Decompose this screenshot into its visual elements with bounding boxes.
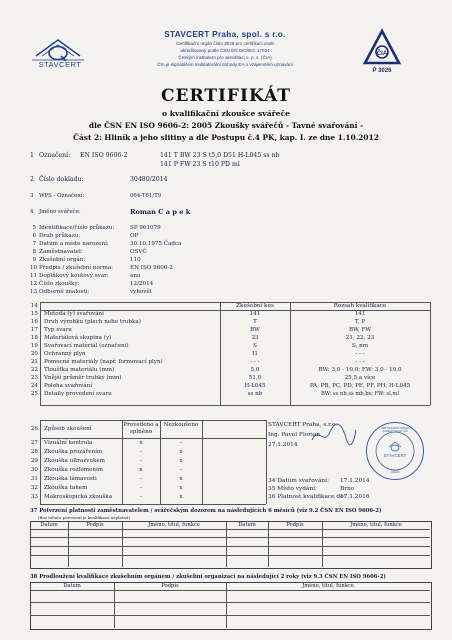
row-number: 31 (30, 476, 38, 482)
qualification-range-value: S, nm (351, 343, 369, 349)
personal-label: Zaměstnavatel: (39, 249, 83, 255)
test-passed: - (140, 485, 142, 491)
column-header-name: Jméno, titul, funkce (302, 583, 354, 589)
certificate-title: CERTIFIKÁT (161, 86, 291, 106)
personal-row (30, 224, 426, 232)
document-number-value: 30480/2014 (130, 176, 168, 183)
test-method-header: Způsob zkoušení (44, 426, 92, 432)
row-number: 22 (30, 367, 38, 373)
test-not-tested: x (179, 485, 183, 491)
personal-row (30, 232, 426, 240)
parameter-label: Ochranný plyn (44, 351, 86, 357)
personal-label: Předpis / zkušební norma: (39, 265, 114, 271)
issuer-company: STAVCERT Praha, s.r.o. (268, 422, 338, 428)
issue-place (268, 486, 428, 492)
test-method: Zkouška lámavosti (44, 476, 97, 482)
seal-number: 3026 (390, 469, 400, 474)
title-line-1: o kvalifikační zkoušce svářeče (162, 109, 290, 118)
row-number: 9 (32, 257, 36, 263)
not-tested-header: Nezkoušeno (163, 422, 199, 428)
parameter-row (30, 334, 426, 342)
test-not-tested: - (180, 440, 182, 446)
personal-label: Číslo zkoušky: (39, 281, 80, 287)
parameter-row (30, 310, 426, 318)
personal-label: Odborné znalosti: (39, 289, 90, 295)
column-header-date: Datum (63, 583, 81, 589)
row-number: 26 (30, 426, 38, 432)
row-number: 23 (30, 375, 38, 381)
test-not-tested: - (180, 467, 182, 473)
parameter-row (30, 366, 426, 374)
parameter-label: Poloha svařování (44, 383, 93, 389)
test-piece-value: T (253, 319, 257, 325)
row-number: 4 (30, 209, 34, 215)
parameter-label: Tloušťka materiálu (mm) (44, 367, 115, 373)
document-number-label: Číslo dokladu: (39, 176, 84, 183)
test-piece-value: 51,0 (248, 375, 262, 381)
test-piece-value: I1 (252, 351, 258, 357)
personal-row (30, 280, 426, 288)
row-number: 10 (30, 265, 38, 271)
row-number: 19 (30, 343, 38, 349)
field-document-number (30, 176, 430, 186)
test-passed: x (139, 467, 143, 473)
row-number: 27 (30, 440, 38, 446)
test-method: Zkouška tahem (44, 485, 88, 491)
parameters-header (30, 302, 426, 310)
test-method: Zkouška prozářením (44, 449, 103, 455)
qualification-range-value: 25,5 a více (344, 375, 376, 381)
row-number: 20 (30, 351, 38, 357)
test-row (30, 475, 266, 484)
header-line: akreditovaný podle ČSN EN ISO/IEC 17024 (180, 48, 270, 53)
row-number: 5 (32, 225, 36, 231)
row-number: 3 (30, 193, 34, 199)
validity (268, 494, 428, 500)
test-row (30, 439, 266, 448)
parameters-table (30, 302, 430, 406)
parameter-row (30, 390, 426, 398)
parameter-row (30, 374, 426, 382)
logo-text: STAVCERT (38, 60, 82, 69)
qualification-range-value: - - - (355, 351, 365, 357)
test-passed: - (140, 449, 142, 455)
test-piece-value: S (253, 343, 257, 349)
test-piece-header: Zkušební kus (236, 303, 274, 309)
title-line-2: dle ČSN EN ISO 9606-2: 2005 Zkoušky svářečů - Tavné svařování - (88, 121, 364, 130)
row-number: 21 (30, 359, 38, 365)
personal-label: Druh průkazu: (39, 233, 81, 239)
parameter-label: Svařovací materiál (označení) (44, 343, 129, 349)
designation-value-2: 141 P FW 23 S t10 PD ml (160, 161, 240, 168)
issue-date: 27.1.2014 (268, 442, 298, 448)
row-number: 11 (30, 273, 38, 279)
welder-name-label: Jméno svářeče: (39, 209, 81, 215)
test-row (30, 448, 266, 457)
test-not-tested: x (179, 449, 183, 455)
designation-label: Označení: (39, 152, 71, 159)
personal-value: 30.10.1975 Čadca (130, 241, 182, 247)
parameter-label: Typ svaru (44, 327, 72, 333)
qualification-range-header: Rozsah kvalifikace (333, 303, 387, 309)
field-welder-name (30, 209, 430, 219)
parameter-row (30, 342, 426, 350)
test-row (30, 466, 266, 475)
test-not-tested: x (179, 458, 183, 464)
qualification-range-value: BW, FW (348, 327, 372, 333)
personal-label: Identifikace/číslo průkazu: (39, 225, 115, 231)
personal-value: vyhověl (130, 289, 152, 295)
issue-place-value: Brno (340, 486, 355, 492)
test-method: Zkouška rozlomením (44, 467, 104, 473)
personal-value: OP (130, 233, 139, 239)
validity-value: 17.1.2016 (340, 494, 370, 500)
designation-value-1: 141 T BW 23 S t5,0 D51 H-L045 ss nb (160, 152, 280, 159)
test-method: Zkouška ultrazvukem (44, 458, 105, 464)
test-passed: - (140, 494, 142, 500)
row-number: 17 (30, 327, 38, 333)
row-number: 13 (30, 289, 38, 295)
personal-value: OSVČ (130, 249, 147, 255)
personal-label: Zkušební orgán: (39, 257, 86, 263)
header-line: Certifikační orgán číslo 3026 pro certifikaci osob (176, 41, 274, 46)
test-passed: - (140, 476, 142, 482)
personal-row (30, 256, 426, 264)
validity-label: 36 Platnost kvalifikace do: (268, 494, 346, 500)
parameter-label: Druh výrobku (plech nebo trubka) (44, 319, 141, 325)
column-header-name: Jméno, titul, funkce (350, 522, 402, 528)
test-passed: - (140, 458, 142, 464)
personal-label: Datum a místo narození: (39, 241, 109, 247)
parameter-label: Detaily provedení svaru (44, 391, 112, 397)
test-not-tested: x (179, 476, 183, 482)
personal-row (30, 240, 426, 248)
field-designation (30, 152, 430, 174)
parameter-label: Metoda (y) svařování (44, 311, 104, 317)
test-piece-value: - - - (250, 359, 260, 365)
parameter-label: Vnější průměr trubky (mm) (44, 375, 122, 381)
personal-value: ano (130, 273, 141, 279)
test-piece-value: 141 (249, 311, 261, 317)
row-number: 1 (30, 152, 34, 159)
row-number: 14 (30, 303, 38, 309)
header (0, 0, 452, 90)
personal-value: 110 (130, 257, 141, 263)
qualification-extension (30, 574, 430, 630)
title-line-3: Část 2: Hliník a jeho slitiny a dle Postupu č.4 PK, kap. I. ze dne 1.10.2012 (73, 133, 379, 142)
qualification-range-value: 21, 22, 23 (345, 335, 375, 341)
personal-details (30, 224, 430, 298)
personal-value: EN ISO 9606-2 (130, 265, 173, 271)
row-number: 6 (32, 233, 36, 239)
test-row (30, 484, 266, 493)
qualification-extension-title: 38 Prodloužení kvalifikace zkušebním orgánem / zkušební organizací na následující 2 roky (viz 9.3 ČSN EN ISO 9606-2) (30, 574, 386, 580)
test-passed: x (139, 440, 143, 446)
wps-value: 064-T61/T9 (130, 193, 162, 199)
qualification-range-value: 141 (354, 311, 366, 317)
row-number: 16 (30, 319, 38, 325)
row-number: 32 (30, 485, 38, 491)
row-number: 24 (30, 383, 38, 389)
row-number: 8 (32, 249, 36, 255)
designation-standard: EN ISO 9606-2 (80, 152, 128, 159)
test-not-tested: x (179, 494, 183, 500)
parameter-label: Pomocné materiály (např. formovací plyn) (44, 359, 163, 365)
test-piece-value: H-L045 (244, 383, 266, 389)
wps-label: WPS - Označení: (39, 193, 85, 199)
personal-label: Doplňkový koutový svar: (39, 273, 109, 279)
employer-confirmation-note: (Bez tohoto potvrzení je kvalifikace neplatná) (38, 515, 131, 520)
tests-header (30, 420, 266, 438)
personal-row (30, 264, 426, 272)
parameter-row (30, 382, 426, 390)
column-header-date: Datum (40, 522, 58, 528)
header-line: ČIA je signatářem multilaterální dohody EA o vzájemném uznávání (157, 62, 293, 67)
seal-text: CERTIFIKAČNÍ ORGÁN AKREDITOVANÝ ČIA (380, 427, 410, 433)
svg-text:ČIA: ČIA (376, 51, 388, 57)
row-number: 25 (30, 391, 38, 397)
qualification-range-value: - - - (355, 359, 365, 365)
test-method: Makroskopická zkouška (44, 494, 113, 500)
row-number: 18 (30, 335, 38, 341)
row-number: 15 (30, 311, 38, 317)
qualification-range-value: BW: ss nb,ss mb,bs; FW: sl,ml (320, 391, 400, 397)
certification-seal (366, 422, 424, 480)
row-number: 30 (30, 467, 38, 473)
row-number: 33 (30, 494, 38, 500)
column-header-date: Datum (238, 522, 256, 528)
personal-row (30, 248, 426, 256)
test-row (30, 493, 266, 502)
test-piece-value: 5,0 (250, 367, 260, 373)
row-number: 28 (30, 449, 38, 455)
parameter-row (30, 350, 426, 358)
field-wps (30, 193, 430, 203)
company-name: STAVCERT Praha, spol. s r.o. (164, 30, 286, 39)
test-method: Vizuální kontrola (44, 440, 93, 446)
test-row (30, 457, 266, 466)
row-number: 7 (32, 241, 36, 247)
personal-value: SP 961079 (130, 225, 161, 231)
parameter-row (30, 326, 426, 334)
test-piece-value: ss nb (247, 391, 263, 397)
parameter-row (30, 358, 426, 366)
row-number: 29 (30, 458, 38, 464)
employer-confirmation (30, 508, 430, 572)
personal-row (30, 288, 426, 296)
personal-value: 12/2014 (130, 281, 154, 287)
column-header-signature: Podpis (86, 522, 104, 528)
cia-triangle-icon (362, 28, 402, 68)
accreditation-mark (362, 28, 402, 78)
row-number: 12 (30, 281, 38, 287)
seal-name: STAVCERT (383, 453, 407, 458)
accreditation-number: P 3026 (372, 68, 392, 74)
qualification-range-value: T, P (354, 319, 366, 325)
test-piece-value: BW (250, 327, 260, 333)
passed-header: Provedeno a splněno (123, 422, 159, 435)
personal-row (30, 272, 426, 280)
test-piece-value: 23 (251, 335, 259, 341)
issuer-person: Ing. Pavel Florian (268, 432, 321, 438)
employer-confirmation-title: 37 Potvrzení platnosti zaměstnavatelem / svářečským dozorem na následujících 6 měsíců (viz 9.2 ČSN EN ISO 9606-2) (30, 508, 382, 514)
column-header-name: Jméno, titul, funkce (148, 522, 200, 528)
row-number: 2 (30, 176, 34, 183)
welding-date-value: 17.1.2014 (340, 478, 370, 484)
parameter-label: Materiálová skupina (y) (44, 335, 112, 341)
tests-table (30, 420, 266, 506)
column-header-signature: Podpis (286, 522, 304, 528)
qualification-range-value: BW: 3,0 - 10,0; FW: 3,0 - 10,0 (318, 367, 402, 373)
issue-place-label: 35 Místo vydání: (268, 486, 317, 492)
welding-date-label: 34 Datum svařování: (268, 478, 329, 484)
welder-name-value: Roman C a p e k (130, 208, 191, 216)
signature-icon (308, 420, 358, 450)
parameter-row (30, 318, 426, 326)
qualification-range-value: PA, PB, PC, PD, PE, PF, PH, H-L045 (309, 383, 411, 389)
column-header-signature: Podpis (161, 583, 179, 589)
header-line: Českým institutem pro akreditaci o. p. s. (ČIA) (178, 55, 272, 60)
stavcert-logo (28, 34, 88, 70)
